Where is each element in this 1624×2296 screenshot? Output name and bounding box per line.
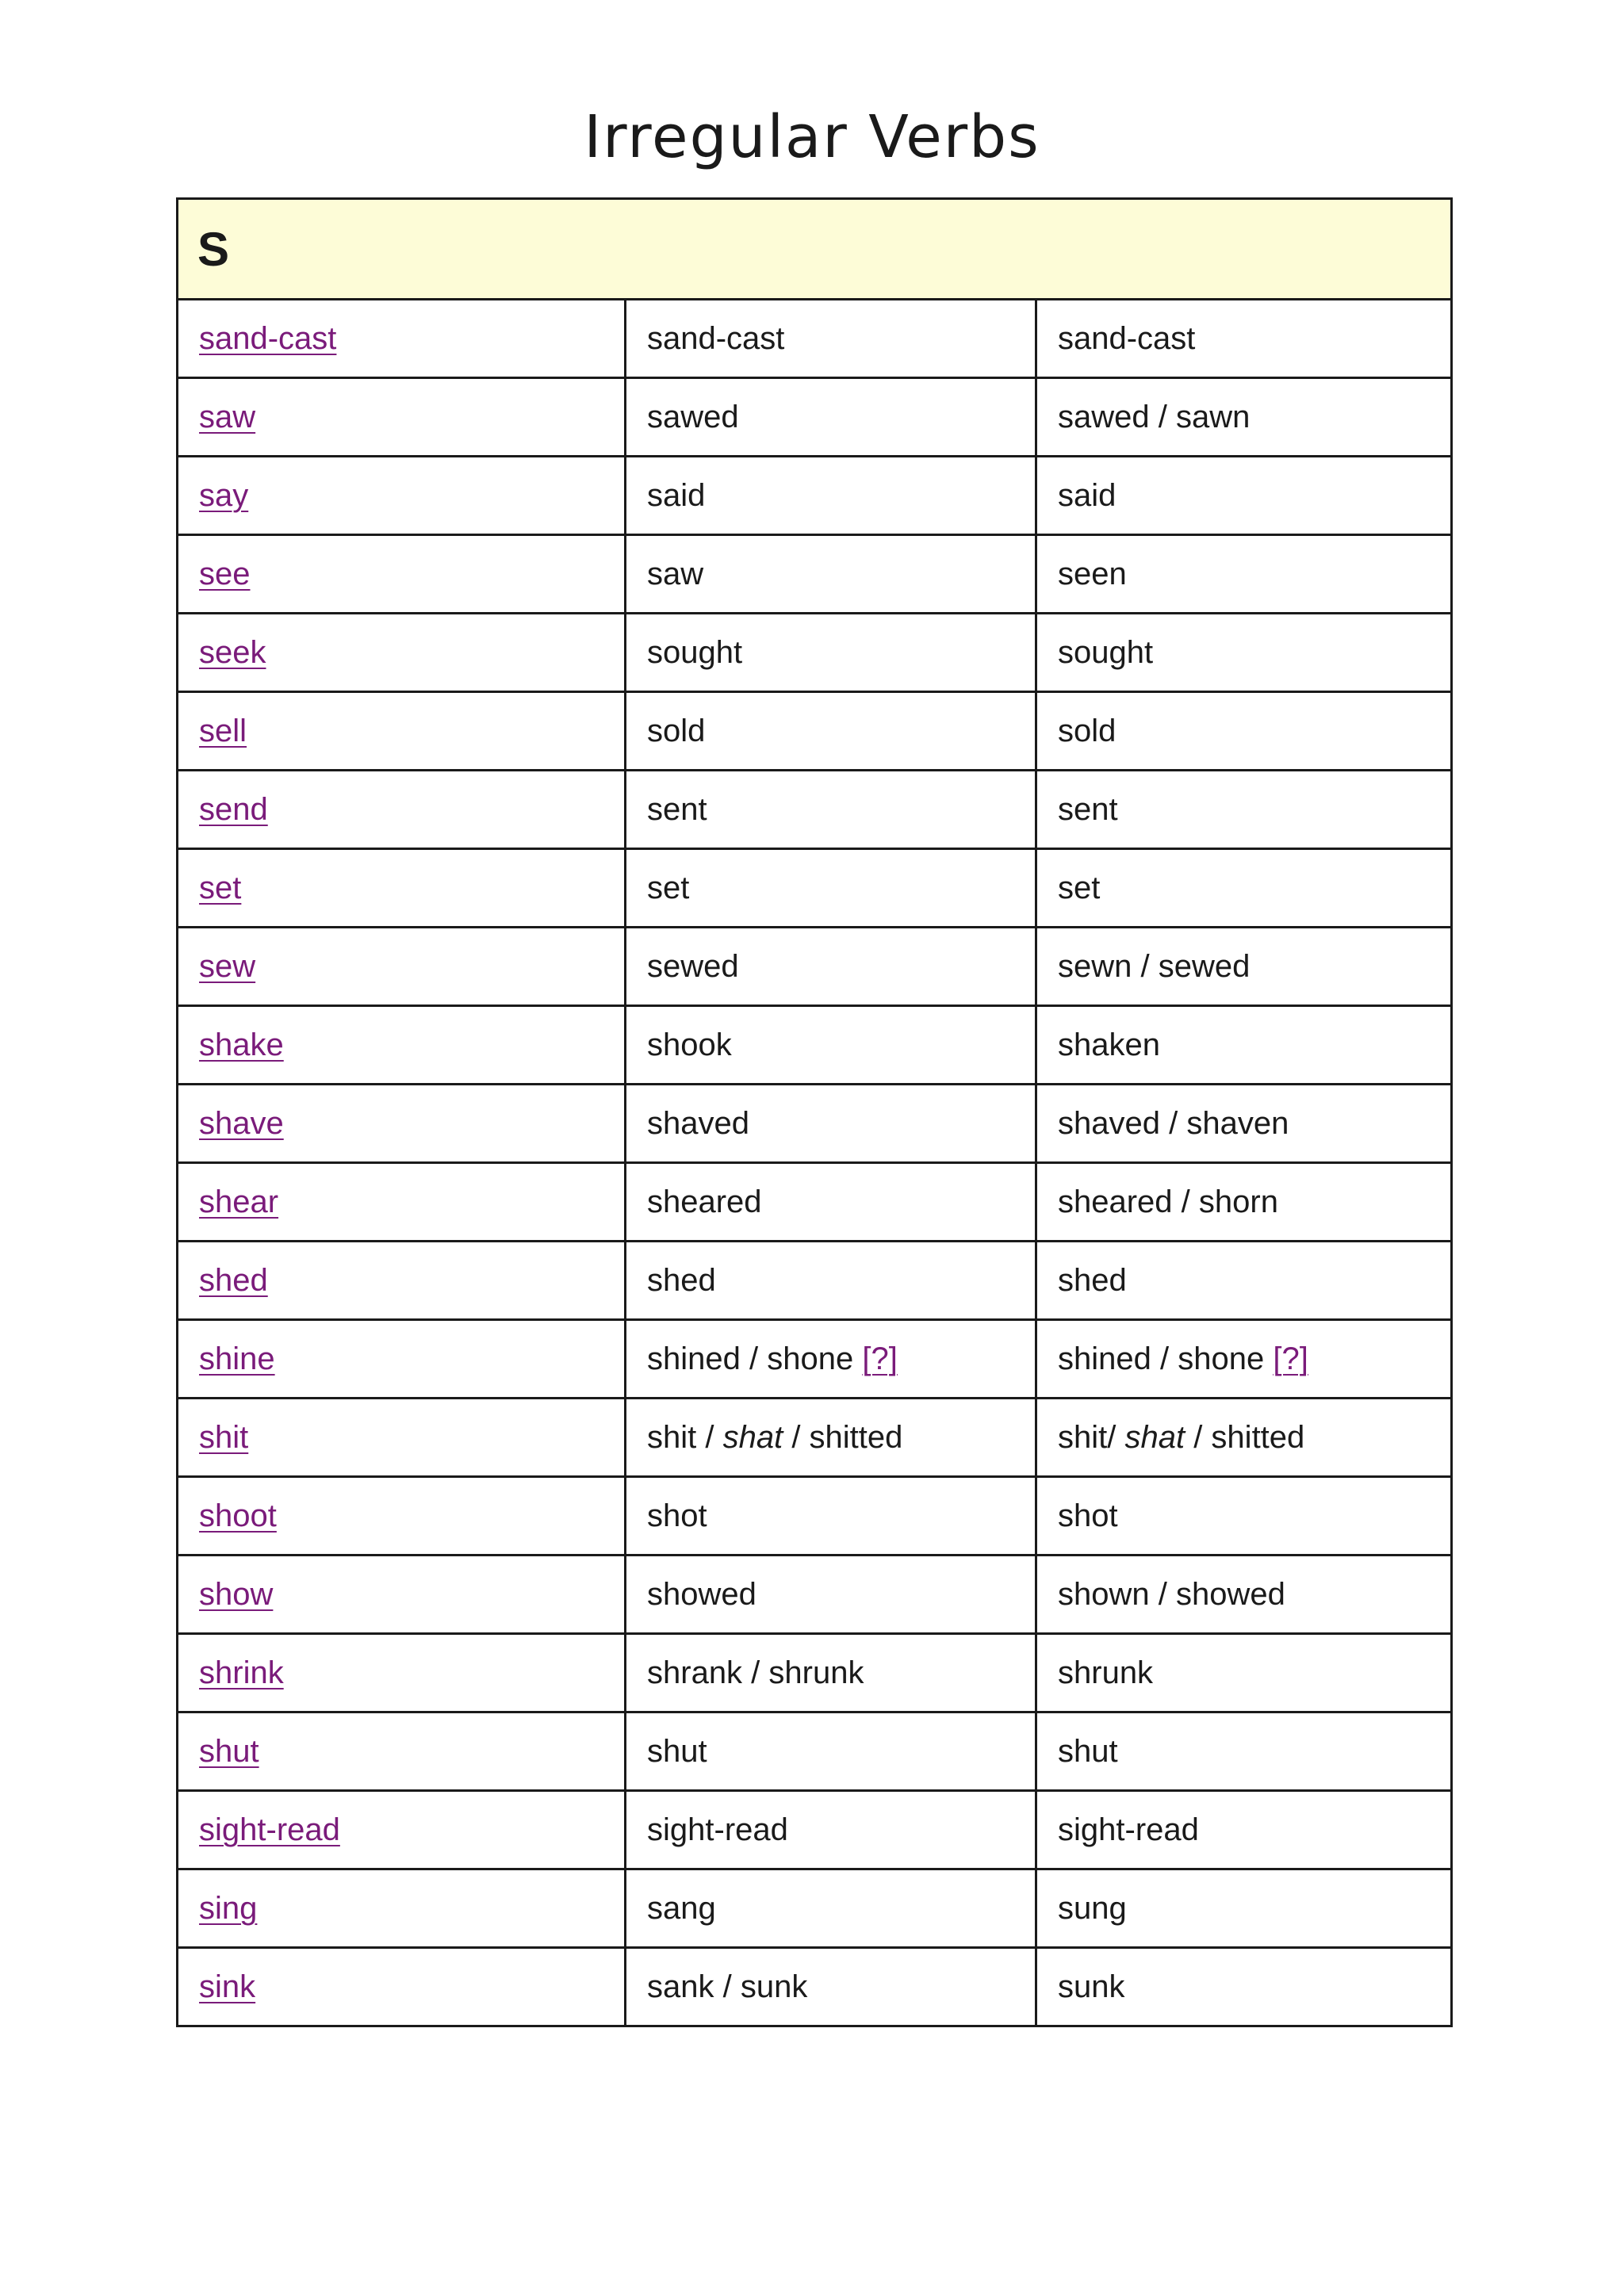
past-simple-cell — [626, 535, 1036, 614]
verb-form-text: set — [647, 870, 690, 905]
reference-link[interactable]: [?] — [1273, 1341, 1308, 1376]
table-row — [178, 300, 1452, 378]
verb-form-text: shaved — [647, 1105, 749, 1141]
base-form-cell — [178, 300, 626, 378]
reference-link[interactable]: [?] — [862, 1341, 898, 1376]
base-form-cell — [178, 378, 626, 457]
past-simple-cell — [626, 1634, 1036, 1712]
past-simple-cell — [626, 692, 1036, 771]
verb-form-text: sight-read — [647, 1812, 788, 1847]
irregular-verbs-table — [176, 197, 1453, 2027]
past-simple-cell — [626, 378, 1036, 457]
past-participle-cell — [1036, 614, 1452, 692]
verb-form-text: shown / showed — [1058, 1576, 1285, 1612]
table-row — [178, 1869, 1452, 1948]
verb-form-text: sheared / shorn — [1058, 1184, 1278, 1219]
past-participle-cell — [1036, 1791, 1452, 1869]
table-row — [178, 1948, 1452, 2026]
past-participle-cell — [1036, 1556, 1452, 1634]
base-form-cell — [178, 1634, 626, 1712]
past-participle-cell — [1036, 692, 1452, 771]
past-simple-cell — [626, 1712, 1036, 1791]
verb-link[interactable]: send — [199, 791, 268, 827]
verb-link[interactable]: shed — [199, 1262, 268, 1298]
verb-link[interactable]: sand-cast — [199, 320, 337, 356]
past-participle-cell — [1036, 1948, 1452, 2026]
past-participle-cell — [1036, 849, 1452, 928]
verb-form-text: sand-cast — [647, 320, 785, 356]
table-row — [178, 1085, 1452, 1163]
verb-link[interactable]: shrink — [199, 1655, 284, 1690]
verb-form-text: saw — [647, 556, 704, 591]
base-form-cell — [178, 692, 626, 771]
verb-form-text: sought — [647, 634, 743, 670]
verb-form-text: set — [1058, 870, 1101, 905]
verb-link[interactable]: set — [199, 870, 242, 905]
past-participle-cell — [1036, 1634, 1452, 1712]
base-form-cell — [178, 1242, 626, 1320]
past-simple-cell — [626, 1242, 1036, 1320]
table-row — [178, 614, 1452, 692]
base-form-cell — [178, 1556, 626, 1634]
table-row — [178, 692, 1452, 771]
base-form-cell — [178, 1712, 626, 1791]
table-row — [178, 1634, 1452, 1712]
verb-form-text: showed — [647, 1576, 756, 1612]
table-row — [178, 928, 1452, 1006]
past-participle-cell — [1036, 1085, 1452, 1163]
table-row — [178, 1712, 1452, 1791]
verb-form-text: sunk — [1058, 1969, 1125, 2004]
verb-form-text: shut — [647, 1733, 707, 1769]
base-form-cell — [178, 1869, 626, 1948]
table-row — [178, 378, 1452, 457]
verb-form-part: shat — [1124, 1419, 1185, 1455]
past-participle-cell — [1036, 1242, 1452, 1320]
past-simple-cell — [626, 614, 1036, 692]
verb-form-text: sewn / sewed — [1058, 948, 1251, 984]
table-row — [178, 1242, 1452, 1320]
past-simple-cell — [626, 300, 1036, 378]
base-form-cell — [178, 535, 626, 614]
past-simple-cell — [626, 1556, 1036, 1634]
verb-link[interactable]: sew — [199, 948, 256, 984]
verb-form-text: shed — [1058, 1262, 1127, 1298]
table-row — [178, 1477, 1452, 1556]
verb-form-text: sheared — [647, 1184, 762, 1219]
table-row — [178, 771, 1452, 849]
past-simple-cell — [626, 771, 1036, 849]
past-simple-cell — [626, 1085, 1036, 1163]
base-form-cell — [178, 1006, 626, 1085]
past-participle-cell — [1036, 457, 1452, 535]
base-form-cell — [178, 1791, 626, 1869]
table-row — [178, 1399, 1452, 1477]
verb-link[interactable]: shut — [199, 1733, 259, 1769]
verb-link[interactable]: shear — [199, 1184, 279, 1219]
verb-form-text: sank / sunk — [647, 1969, 808, 2004]
verb-form-text: sold — [647, 713, 706, 748]
verb-link[interactable]: sing — [199, 1890, 258, 1926]
past-simple-cell — [626, 1791, 1036, 1869]
past-participle-cell — [1036, 1712, 1452, 1791]
past-participle-cell — [1036, 1163, 1452, 1242]
verb-form-text: sawed / sawn — [1058, 399, 1251, 434]
verb-link[interactable]: sight-read — [199, 1812, 340, 1847]
section-header-row — [178, 199, 1452, 300]
past-participle-cell — [1036, 300, 1452, 378]
verb-form-text: sent — [647, 791, 707, 827]
verb-link[interactable]: say — [199, 477, 249, 513]
past-simple-cell — [626, 1006, 1036, 1085]
verb-form-text: shrunk — [1058, 1655, 1154, 1690]
verb-form-text: sent — [1058, 791, 1118, 827]
base-form-cell — [178, 1320, 626, 1399]
verb-form-text: shed — [647, 1262, 716, 1298]
verb-form-part: / shitted — [783, 1419, 903, 1455]
verb-form-part: shat — [722, 1419, 783, 1455]
verb-rows — [178, 300, 1452, 2026]
past-participle-cell — [1036, 1320, 1452, 1399]
verb-form-text: sight-read — [1058, 1812, 1199, 1847]
verb-form-text: sung — [1058, 1890, 1127, 1926]
verb-form-text: sawed — [647, 399, 739, 434]
past-participle-cell — [1036, 928, 1452, 1006]
verb-link[interactable]: shit — [199, 1419, 249, 1455]
past-simple-cell — [626, 457, 1036, 535]
base-form-cell — [178, 928, 626, 1006]
table-row — [178, 1163, 1452, 1242]
past-participle-cell — [1036, 1477, 1452, 1556]
verb-form-text: sang — [647, 1890, 716, 1926]
verb-form-text: sold — [1058, 713, 1116, 748]
table-row — [178, 1791, 1452, 1869]
verb-form-text: shot — [1058, 1498, 1118, 1533]
verb-link[interactable]: see — [199, 556, 251, 591]
past-participle-cell — [1036, 1399, 1452, 1477]
verb-form-part: shit / — [647, 1419, 723, 1455]
verb-link[interactable]: show — [199, 1576, 274, 1612]
verb-form-text: shot — [647, 1498, 707, 1533]
past-participle-cell — [1036, 771, 1452, 849]
past-simple-cell — [626, 1869, 1036, 1948]
past-participle-cell — [1036, 1869, 1452, 1948]
verb-link[interactable]: saw — [199, 399, 256, 434]
verb-form-text: shook — [647, 1027, 732, 1062]
verb-form-part: shit/ — [1058, 1419, 1125, 1455]
verb-form-text: shaved / shaven — [1058, 1105, 1289, 1141]
base-form-cell — [178, 1163, 626, 1242]
verb-link[interactable]: shake — [199, 1027, 284, 1062]
past-participle-cell — [1036, 535, 1452, 614]
base-form-cell — [178, 1477, 626, 1556]
table-row — [178, 457, 1452, 535]
past-simple-cell — [626, 1477, 1036, 1556]
verb-form-part: / shitted — [1185, 1419, 1305, 1455]
page-title: Irregular Verbs — [584, 103, 1040, 171]
table-row — [178, 1556, 1452, 1634]
verb-link[interactable]: sell — [199, 713, 247, 748]
verb-form-text: sought — [1058, 634, 1154, 670]
base-form-cell — [178, 614, 626, 692]
past-participle-cell — [1036, 378, 1452, 457]
base-form-cell — [178, 1948, 626, 2026]
table-row — [178, 535, 1452, 614]
section-letter: S — [178, 199, 1452, 300]
table-row — [178, 1006, 1452, 1085]
verb-form-text: shaken — [1058, 1027, 1160, 1062]
verb-form-text: sewed — [647, 948, 739, 984]
verb-form-text: said — [647, 477, 706, 513]
base-form-cell — [178, 457, 626, 535]
past-simple-cell — [626, 1163, 1036, 1242]
verb-form-text: shined / shone — [647, 1341, 854, 1376]
verb-form-text: shut — [1058, 1733, 1118, 1769]
verb-link[interactable]: shoot — [199, 1498, 277, 1533]
past-simple-cell — [626, 928, 1036, 1006]
past-simple-cell — [626, 1399, 1036, 1477]
verb-form-text: shrank / shrunk — [647, 1655, 864, 1690]
verb-form-text: said — [1058, 477, 1116, 513]
base-form-cell — [178, 1085, 626, 1163]
verb-form-text: shined / shone — [1058, 1341, 1265, 1376]
verb-link[interactable]: shine — [199, 1341, 275, 1376]
table-row — [178, 849, 1452, 928]
verb-form-text: seen — [1058, 556, 1127, 591]
verb-link[interactable]: sink — [199, 1969, 256, 2004]
past-participle-cell — [1036, 1006, 1452, 1085]
past-simple-cell — [626, 1948, 1036, 2026]
past-simple-cell — [626, 849, 1036, 928]
verb-link[interactable]: seek — [199, 634, 266, 670]
base-form-cell — [178, 771, 626, 849]
base-form-cell — [178, 1399, 626, 1477]
verb-form-text: sand-cast — [1058, 320, 1196, 356]
table-row — [178, 1320, 1452, 1399]
past-simple-cell — [626, 1320, 1036, 1399]
verb-link[interactable]: shave — [199, 1105, 284, 1141]
base-form-cell — [178, 849, 626, 928]
